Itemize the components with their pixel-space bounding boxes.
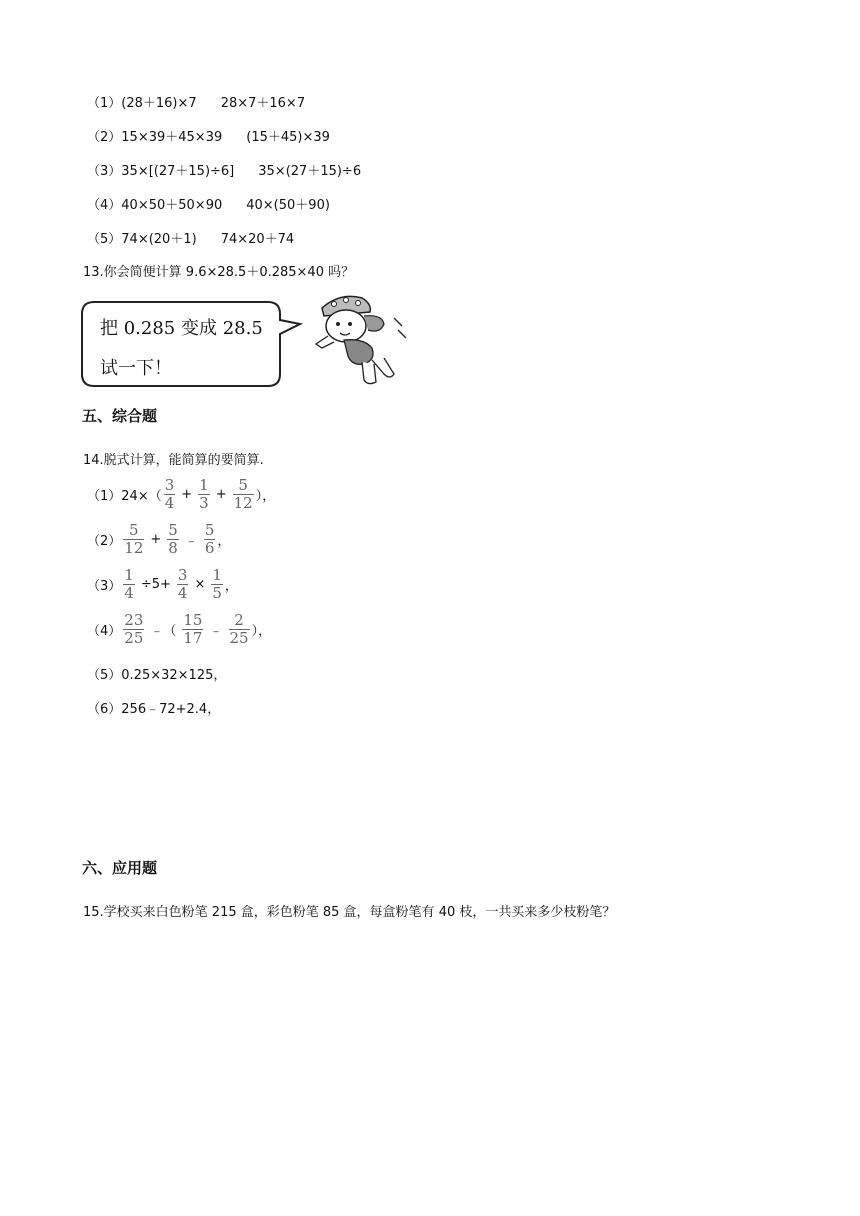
fraction: $\frac{3}{4}$ [177, 566, 188, 602]
cartoon-character [314, 290, 410, 394]
q14-item-2: （2） $\frac{5}{12}$ + $\frac{5}{8}$ ﹣ $\frac{5}{6}$ ， [87, 521, 231, 557]
fraction: $\frac{15}{17}$ [183, 611, 203, 647]
q14-item-6: （6）256﹣72+2.4， [87, 702, 221, 717]
fraction: $\frac{1}{3}$ [199, 476, 209, 512]
fraction: $\frac{5}{12}$ [233, 476, 253, 512]
fraction: $\frac{5}{8}$ [168, 521, 178, 557]
compare-item-1: （1）(28＋16)×7 28×7＋16×7 [87, 96, 306, 111]
compare-item-5: （5）74×(20＋1) 74×20＋74 [87, 232, 295, 247]
fraction: $\frac{23}{25}$ [124, 611, 144, 647]
fraction: $\frac{1}{5}$ [212, 566, 222, 602]
question-15: 15.学校买来白色粉笔 215 盒，彩色粉笔 85 盒，每盒粉笔有 40 枝，一共买来多少枝粉笔？ [83, 905, 616, 920]
fraction: $\frac{1}{4}$ [124, 566, 134, 602]
q14-item-5: （5）0.25×32×125， [87, 668, 227, 683]
fraction: $\frac{5}{6}$ [204, 521, 215, 557]
question-13: 13.你会简便计算 9.6×28.5＋0.285×40 吗？ [83, 265, 355, 280]
section-5-title: 五、综合题 [82, 407, 158, 425]
compare-item-4: （4）40×50＋50×90 40×(50＋90) [87, 198, 330, 213]
speech-bubble [80, 300, 304, 394]
bubble-line-1: 把 0.285 变成 28.5 [100, 318, 263, 339]
fraction: $\frac{5}{12}$ [124, 521, 144, 557]
question-14: 14.脱式计算，能简算的要简算. [83, 453, 264, 468]
fraction: $\frac{2}{25}$ [229, 611, 249, 647]
q14-item-3: （3） $\frac{1}{4}$ ÷5+ $\frac{3}{4}$ × $\frac{1}{5}$ ， [87, 566, 238, 602]
bubble-line-2: 试一下！ [100, 358, 172, 379]
q14-item-1: （1） 24×（ $\frac{3}{4}$ + $\frac{1}{3}$ + $\frac{5}{12}$ ）， [87, 476, 276, 512]
fraction: $\frac{3}{4}$ [164, 476, 175, 512]
section-6-title: 六、应用题 [82, 859, 158, 877]
q14-item-4: （4） $\frac{23}{25}$ ﹣（ $\frac{15}{17}$ ﹣ $\frac{2}{25}$ ）， [87, 611, 272, 647]
compare-item-3: （3）35×[(27＋15)÷6] 35×(27＋15)÷6 [87, 164, 362, 179]
compare-item-2: （2）15×39＋45×39 (15＋45)×39 [87, 130, 330, 145]
